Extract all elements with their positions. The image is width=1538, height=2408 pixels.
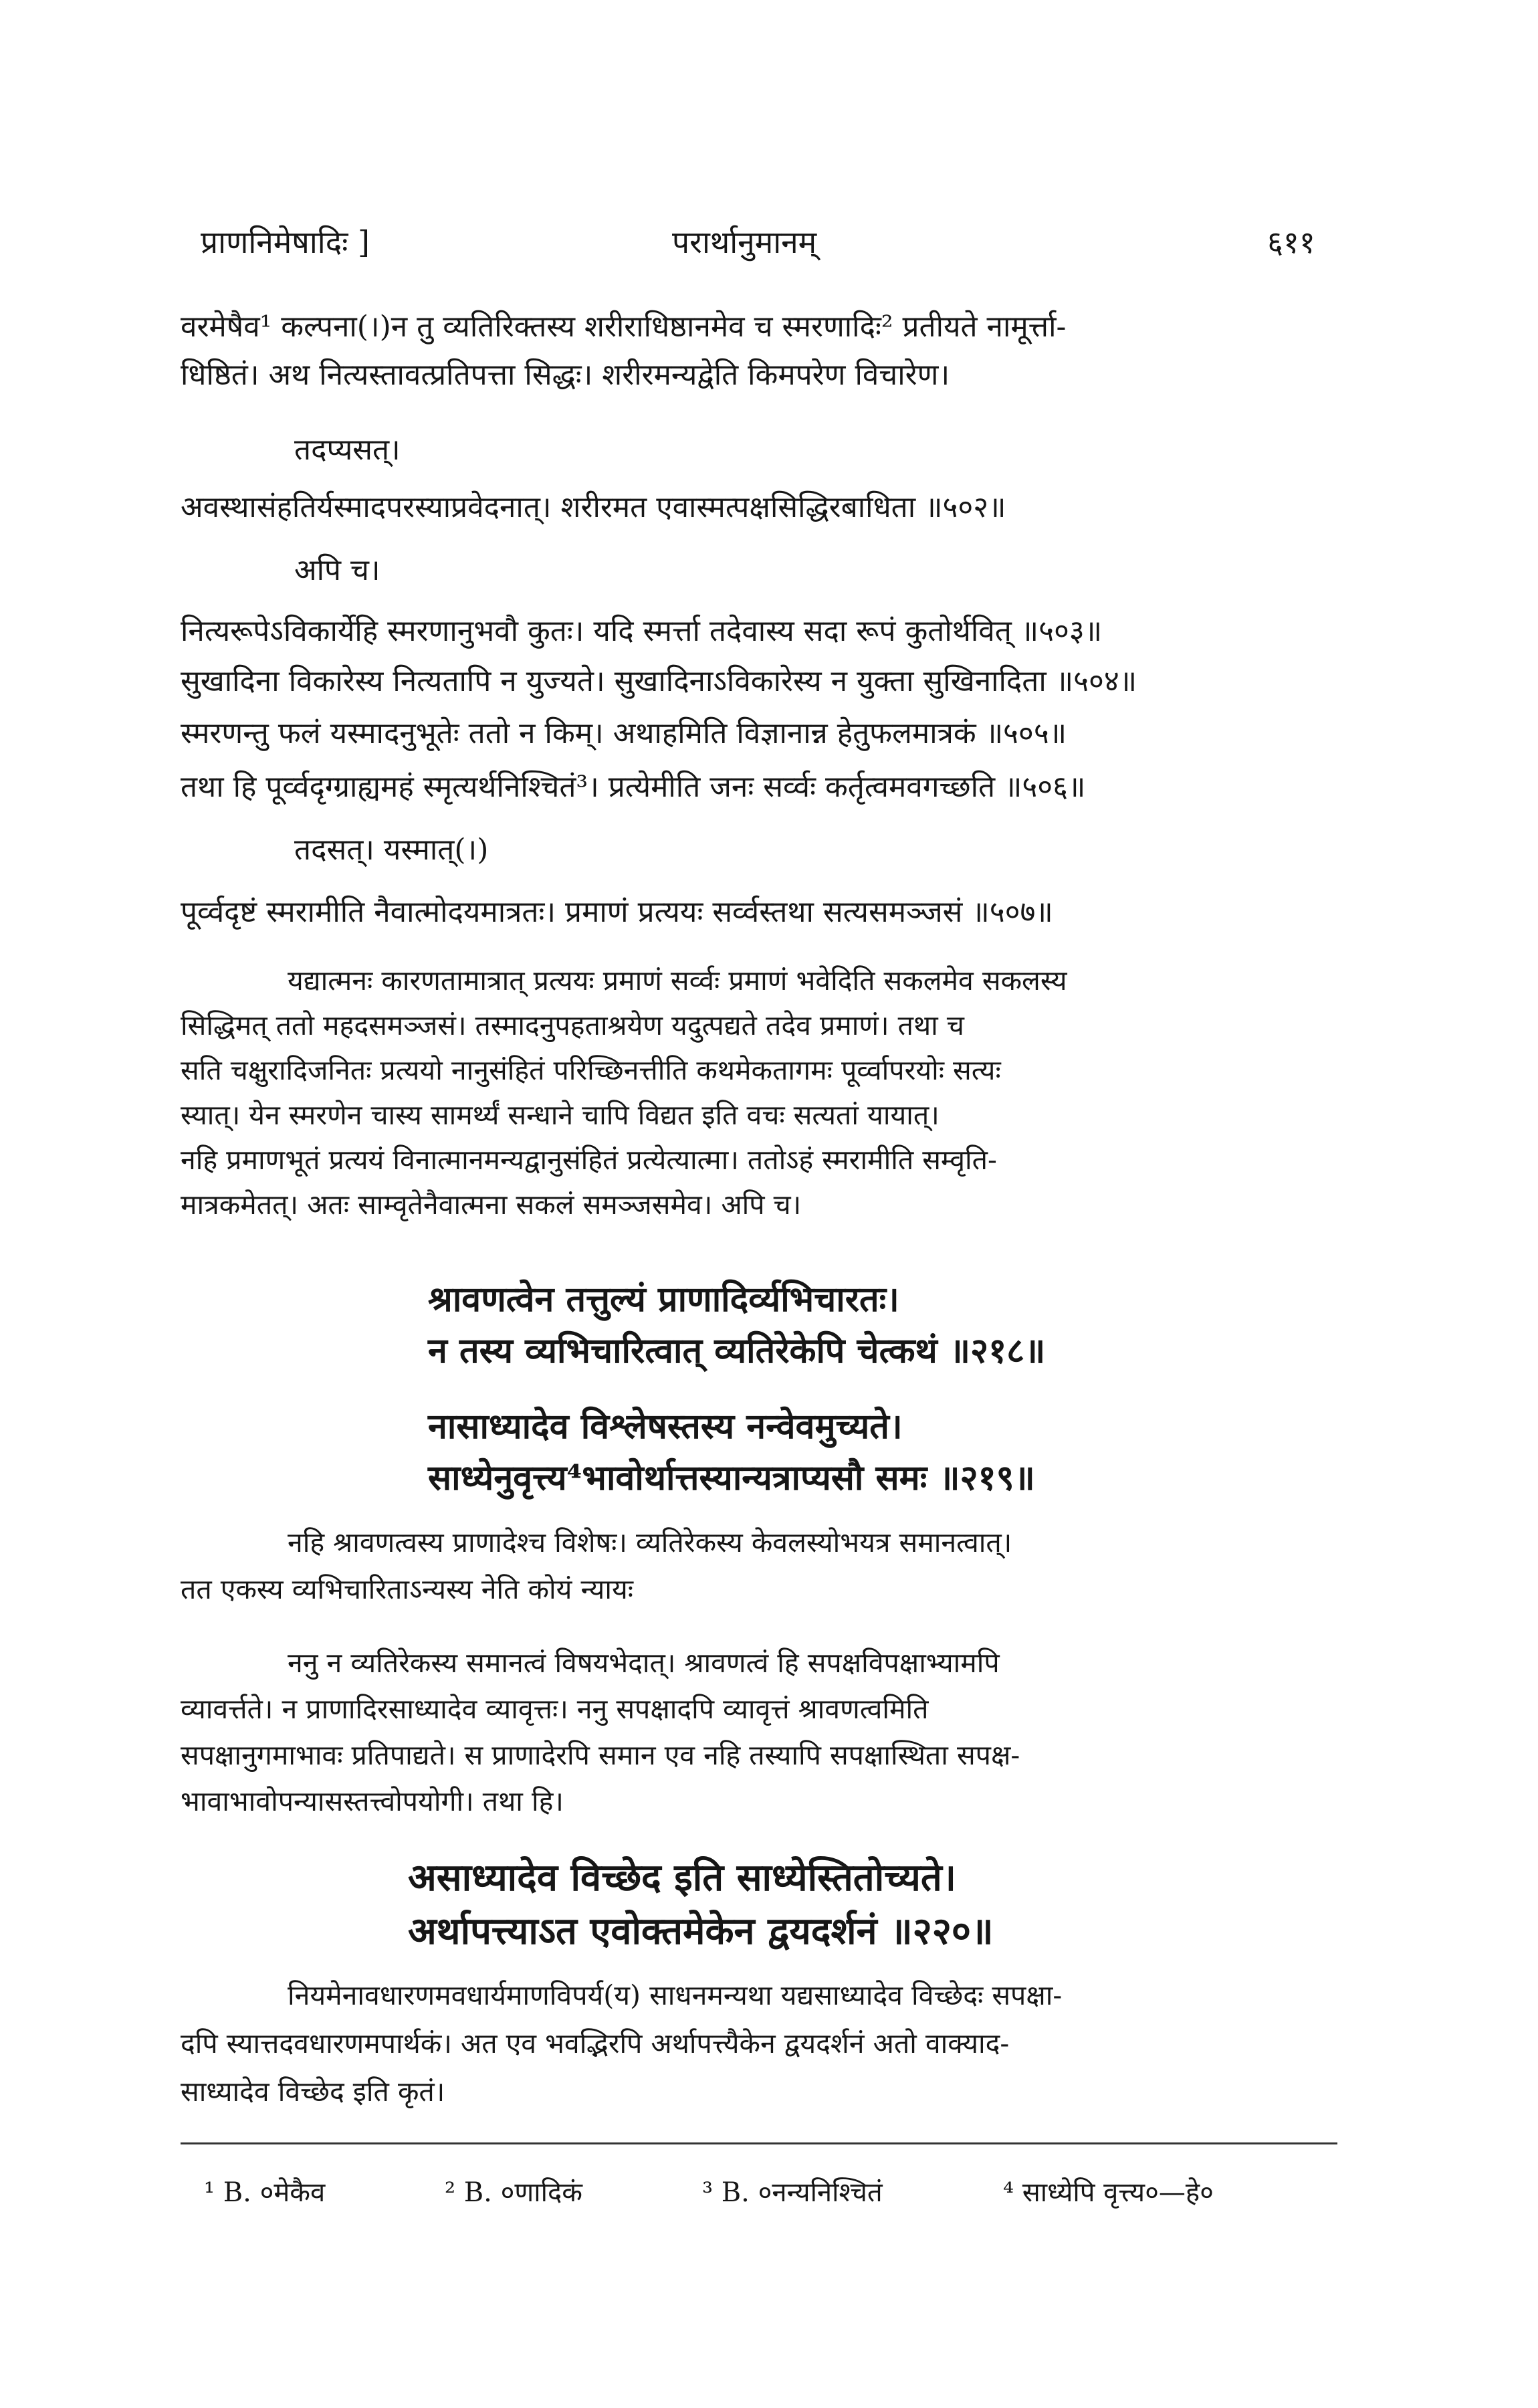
text-line: तदप्यसत्।: [294, 433, 401, 467]
prose-line: सति चक्षुरादिजनितः प्रत्ययो नानुसंहितं परिच्छिनत्तीति कथमेकतागमः पूर्व्वापरयोः सत्यः: [181, 1054, 1001, 1086]
verse-line: श्रावणत्वेन तत्तुल्यं प्राणादिर्व्यभिचारतः।: [428, 1279, 899, 1320]
prose-line: व्यावर्त्तते। न प्राणादिरसाध्यादेव व्यावृत्तः। ननु सपक्षादपि व्यावृत्तं श्रावणत्वमिति: [181, 1693, 929, 1725]
karika-line: सुखादिना विकारेस्य नित्यतापि न युज्यते। सुखादिनाऽविकारेस्य न युक्ता सुखिनादिता ॥५०४॥: [181, 664, 1137, 698]
prose-line: साध्यादेव विच्छेद इति कृतं।: [181, 2076, 445, 2108]
text-line: वरमेषैव¹ कल्पना(।)न तु व्यतिरिक्तस्य शरीराधिष्ठानमेव च स्मरणादिः² प्रतीयते नामूर्त्ता-: [181, 310, 1067, 344]
text-line: अपि च।: [294, 553, 380, 587]
prose-line: दपि स्यात्तदवधारणमपार्थकं। अत एव भवद्भिरपि अर्थापत्त्यैकेन द्वयदर्शनं अतो वाक्याद-: [181, 2027, 1010, 2060]
karika-line: पूर्व्वदृष्टं स्मरामीति नैवात्मोदयमात्रतः। प्रमाणं प्रत्ययः सर्व्वस्तथा सत्यसमञ्जसं ॥५०७॥: [181, 895, 1053, 929]
footnote-rule: [181, 2142, 1337, 2144]
prose-line: सपक्षानुगमाभावः प्रतिपाद्यते। स प्राणादेरपि समान एव नहि तस्यापि सपक्षास्थिता सपक्ष-: [181, 1739, 1020, 1771]
prose-line: तत एकस्य व्यभिचारिताऽन्यस्य नेति कोयं न्यायः: [181, 1573, 634, 1605]
running-head-title: परार्थानुमानम्: [672, 224, 817, 260]
footnote: ¹ B. ०मेकैव: [204, 2177, 326, 2208]
verse-line: न तस्य व्यभिचारित्वात् व्यतिरेकेपि चेत्कथं ॥२१८॥: [428, 1330, 1046, 1371]
page-number: ६११: [1267, 224, 1315, 260]
running-head-left: प्राणनिमेषादिः ]: [201, 224, 370, 260]
karika-line: नित्यरूपेऽविकार्येहि स्मरणानुभवौ कुतः। यदि स्मर्त्ता तदेवास्य सदा रूपं कुतोर्थवित् ॥५०३॥: [181, 614, 1103, 648]
verse-line: नासाध्यादेव विश्लेषस्तस्य नन्वेवमुच्यते।: [428, 1406, 903, 1447]
footnote: ⁴ साध्येपि वृत्त्य०—हे०: [1003, 2177, 1214, 2208]
prose-line: भावाभावोपन्यासस्तत्त्वोपयोगी। तथा हि।: [181, 1785, 564, 1817]
karika-line: तथा हि पूर्व्वदृग्ग्राह्यमहं स्मृत्यर्थनिश्चितं³। प्रत्येमीति जनः सर्व्वः कर्तृत्वमवगच्छति ॥५०६॥: [181, 770, 1086, 804]
prose-line: स्यात्। येन स्मरणेन चास्य सामर्थ्यं सन्धाने चापि विद्यत इति वचः सत्यतां यायात्।: [181, 1099, 940, 1131]
verse-line: असाध्यादेव विच्छेद इति साध्येस्तितोच्यते।: [408, 1855, 957, 1900]
prose-line: नियमेनावधारणमवधार्यमाणविपर्य(य) साधनमन्यथा यद्यसाध्यादेव विच्छेदः सपक्षा-: [288, 1979, 1063, 2011]
karika-line: स्मरणन्तु फलं यस्मादनुभूतेः ततो न किम्। अथाहमिति विज्ञानान्न हेतुफलमात्रकं ॥५०५॥: [181, 716, 1067, 750]
prose-line: यद्यात्मनः कारणतामात्रात् प्रत्ययः प्रमाणं सर्व्वः प्रमाणं भवेदिति सकलमेव सकलस्य: [288, 965, 1067, 997]
verse-line: साध्येनुवृत्त्य⁴भावोर्थात्तस्यान्यत्राप्यसौ समः ॥२१९॥: [428, 1458, 1035, 1498]
prose-line: नहि प्रमाणभूतं प्रत्ययं विनात्मानमन्यद्वानुसंहितं प्रत्येत्यात्मा। ततोऽहं स्मरामीति सम्वृति-: [181, 1144, 997, 1176]
text-line: तदसत्। यस्मात्(।): [294, 833, 489, 867]
footnote: ² B. ०णादिकं: [445, 2177, 582, 2208]
prose-line: सिद्धिमत् ततो महदसमञ्जसं। तस्मादनुपहताश्रयेण यदुत्पद्यते तदेव प्रमाणं। तथा च: [181, 1009, 964, 1041]
prose-line: मात्रकमेतत्। अतः साम्वृतेनैवात्मना सकलं समञ्जसमेव। अपि च।: [181, 1189, 802, 1221]
footnote: ³ B. ०नन्यनिश्चितं: [702, 2177, 883, 2208]
prose-line: नहि श्रावणत्वस्य प्राणादेश्च विशेषः। व्यतिरेकस्य केवलस्योभयत्र समानत्वात्।: [288, 1526, 1012, 1559]
verse-line: अर्थापत्त्याऽत एवोक्तमेकेन द्वयदर्शनं ॥२२०॥: [408, 1909, 994, 1953]
prose-line: ननु न व्यतिरेकस्य समानत्वं विषयभेदात्। श्रावणत्वं हि सपक्षविपक्षाभ्यामपि: [288, 1647, 1000, 1679]
text-line: धिष्ठितं। अथ नित्यस्तावत्प्रतिपत्ता सिद्धः। शरीरमन्यद्वेति किमपरेण विचारेण।: [181, 358, 950, 392]
karika-line: अवस्थासंहतिर्यस्मादपरस्याप्रवेदनात्। शरीरमत एवास्मत्पक्षसिद्धिरबाधिता ॥५०२॥: [181, 490, 1006, 524]
